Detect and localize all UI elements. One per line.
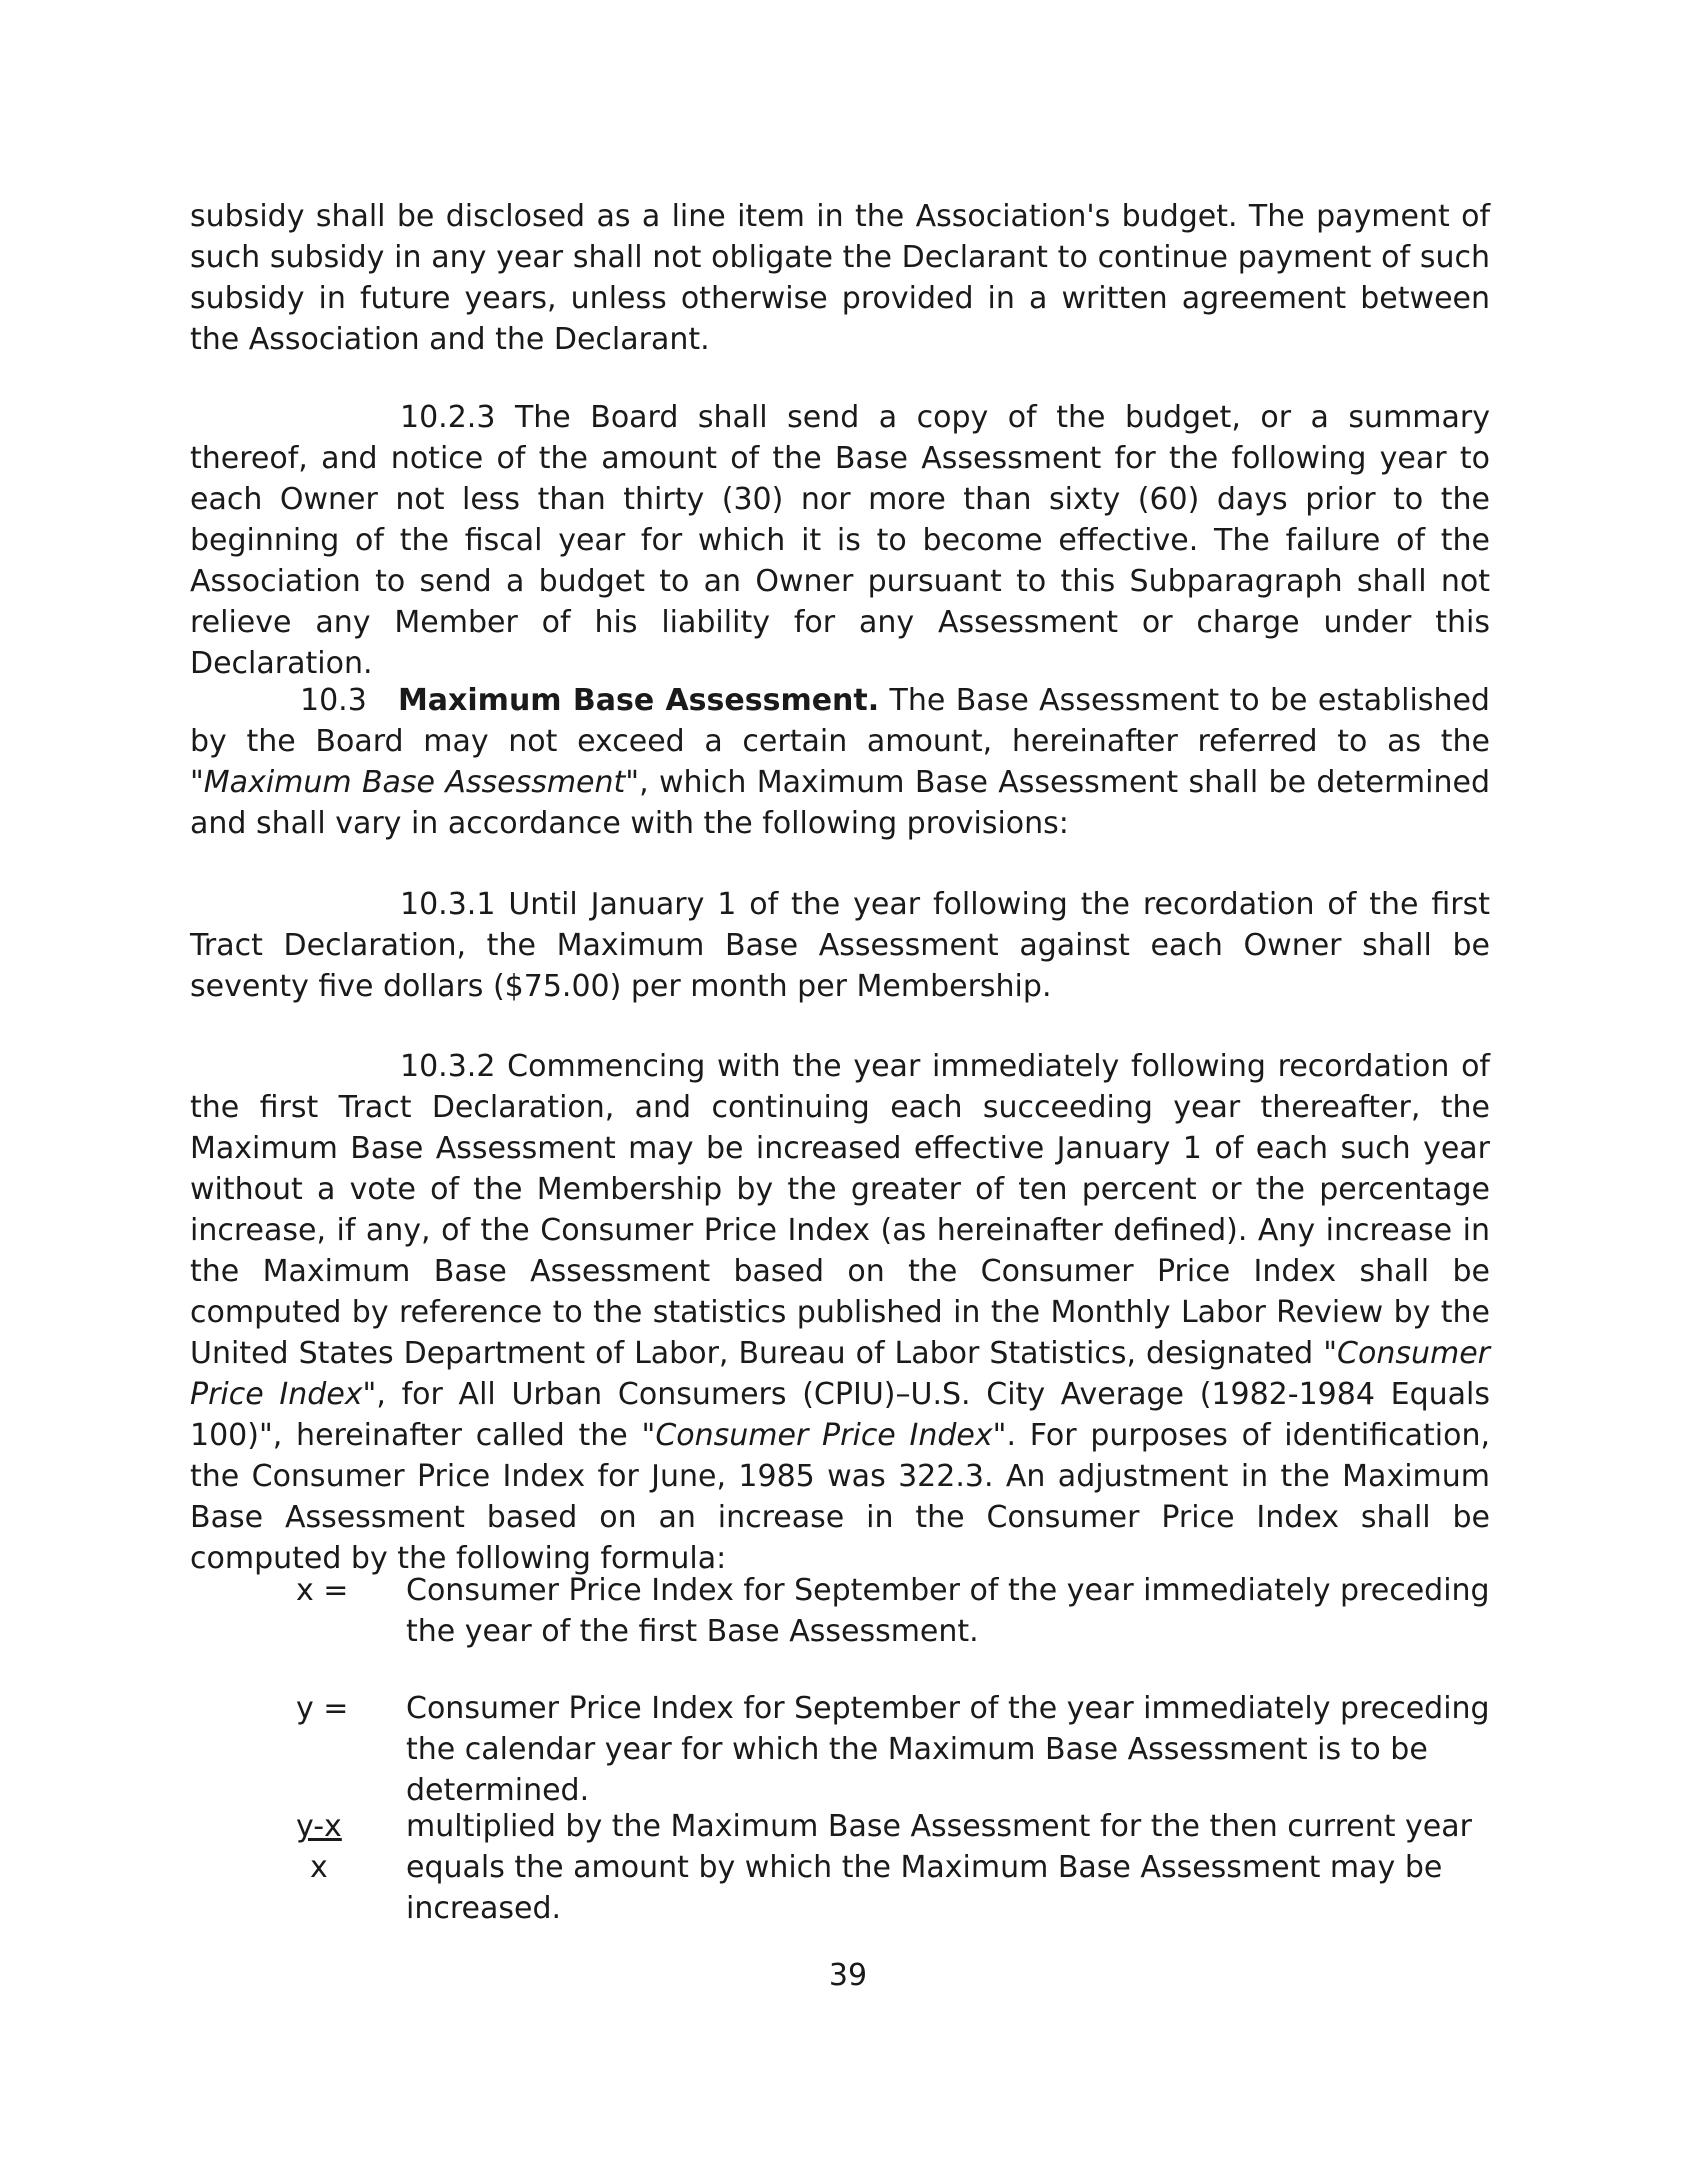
paragraph-10-2-3: [190, 397, 1490, 684]
section-number: 10.2.3: [400, 400, 496, 435]
paragraph-text: subsidy shall be disclosed as a line item in the Association's budget. The payment of such subsidy in any year shall not obligate the Declarant to continue payment of such subsidy in future years, unless otherwise provided in a written agreement between the Association and the Declarant.: [190, 199, 1490, 357]
formula-variable-y: y =: [296, 1691, 349, 1726]
defined-term: "Consumer Price Index": [190, 1336, 1490, 1412]
paragraph-text: Commencing with the year immediately following recordation of the first Tract Declaration, and continuing each succeeding year thereafter, the Maximum Base Assessment may be increased effective January 1 of each such year without a vote of the Membership by the greater of ten percent or the percentage increase, if any, of the Consumer Price Index (as hereinafter defined). Any increase in the Maximum Base Assessment based on the Consumer Price Index shall be computed by reference to the statistics published in the Monthly Labor Review by the United States Department of Labor, Bureau of Labor Statistics, designated: [190, 1049, 1490, 1371]
formula-description: multiplied by the Maximum Base Assessment for the then current year equals the amount by which the Maximum Base Assessment may be increased.: [406, 1809, 1472, 1926]
fraction-denominator: x: [310, 1850, 328, 1885]
formula-fraction: [296, 1806, 406, 1929]
section-number: 10.3.1: [400, 887, 496, 922]
paragraph-text: The Base Assessment to be established by the Board may not exceed a certain amount, hereinafter referred to as the: [190, 683, 1490, 759]
formula-description: Consumer Price Index for September of the year immediately preceding the year of the first Base Assessment.: [406, 1573, 1490, 1649]
fraction-numerator: y-x: [296, 1809, 342, 1844]
paragraph-text: , which Maximum Base Assessment shall be determined and shall vary in accordance with the following provisions:: [190, 765, 1490, 841]
formula-description: Consumer Price Index for September of the year immediately preceding the calendar year for which the Maximum Base Assessment is to be determined.: [406, 1691, 1490, 1808]
defined-term: "Maximum Base Assessment": [190, 765, 640, 800]
formula-x-definition: [296, 1570, 1496, 1652]
paragraph-subsidy: [190, 196, 1490, 360]
formula-y-definition: [296, 1688, 1496, 1811]
section-heading: Maximum Base Assessment.: [397, 683, 880, 718]
paragraph-text: The Board shall send a copy of the budget, or a summary thereof, and notice of the amount of the Base Assessment for the following year to each Owner not less than thirty (30) nor more than sixty (60) days prior to the beginning of the fiscal year for which it is to become effective. The failure of the Association to send a budget to an Owner pursuant to this Subparagraph shall not relieve any Member of his liability for any Assessment or charge under this Declaration.: [190, 400, 1490, 681]
page-number: 39: [828, 1958, 868, 1993]
paragraph-10-3-1: [190, 884, 1490, 1007]
paragraph-10-3: [190, 680, 1490, 844]
paragraph-text: Until January 1 of the year following the recordation of the first Tract Declaration, the Maximum Base Assessment against each Owner shall be seventy five dollars ($75.00) per month per Membership.: [190, 887, 1490, 1004]
paragraph-text: , for All Urban Consumers (CPIU)–U.S. City Average (1982-1984 Equals 100)", hereinafter called the: [190, 1377, 1490, 1453]
paragraph-10-3-2: [190, 1046, 1490, 1579]
section-number: 10.3.2: [400, 1049, 496, 1084]
section-number: 10.3: [300, 683, 367, 718]
formula-fraction-definition: [296, 1806, 1496, 1929]
formula-variable-x: x =: [296, 1573, 349, 1608]
defined-term: "Consumer Price Index": [641, 1418, 1007, 1453]
paragraph-text: . For purposes of identification, the Consumer Price Index for June, 1985 was 322.3. An adjustment in the Maximum Base Assessment based on an increase in the Consumer Price Index shall be computed by the following formula:: [190, 1418, 1490, 1576]
